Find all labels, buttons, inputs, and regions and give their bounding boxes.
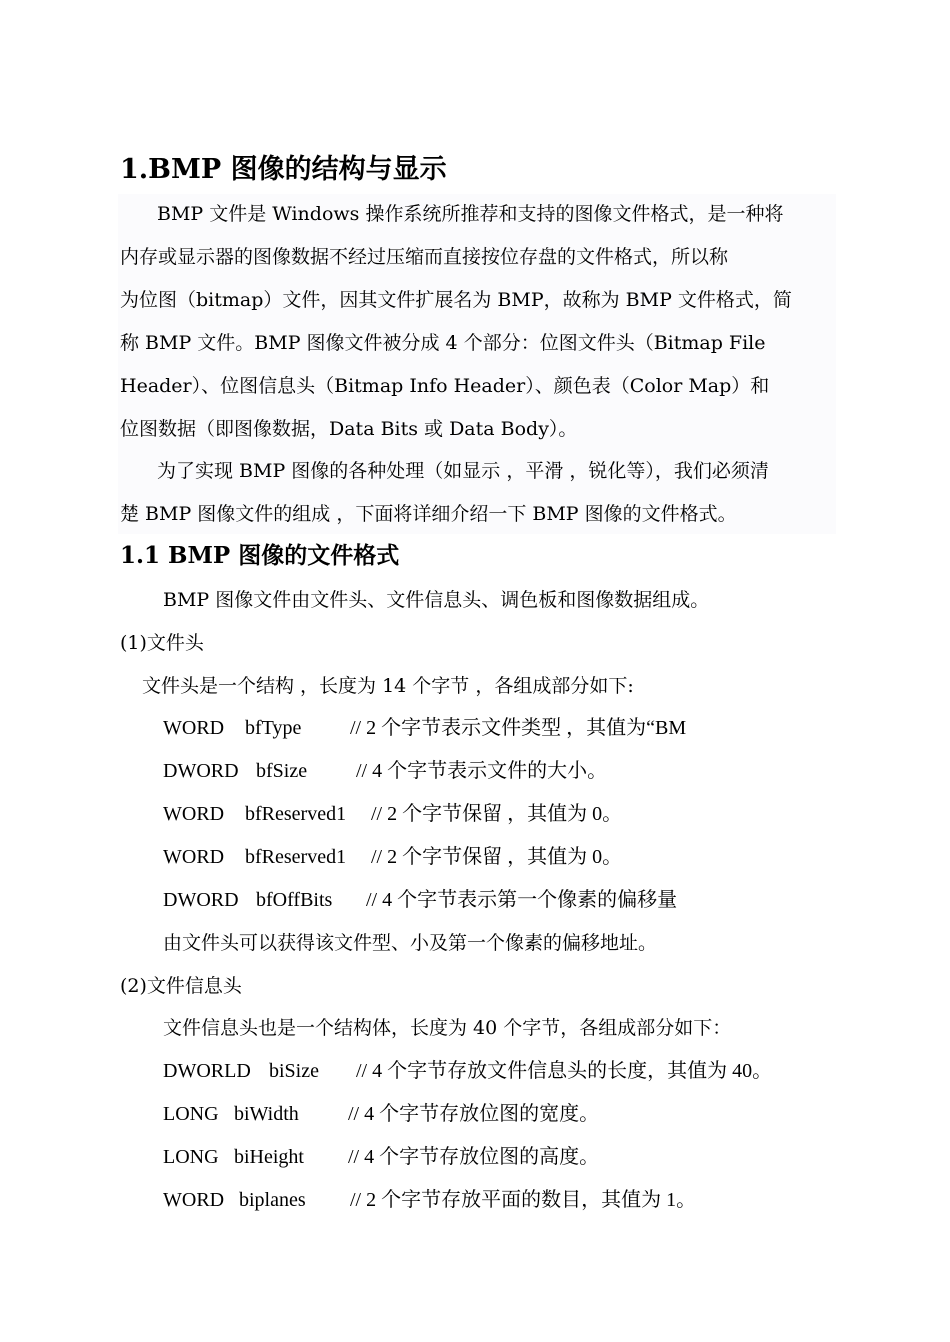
purpose-line: 为了实现 BMP 图像的各种处理（如显示 ，平滑 ，锐化等），我们必须清: [157, 460, 769, 482]
field-comment: // 4 个字节表示第一个像素的偏移量: [366, 889, 678, 911]
info-header-label: (2)文件信息头: [120, 975, 242, 997]
field-type: LONG: [163, 1103, 219, 1125]
field-name: biWidth: [234, 1103, 299, 1125]
field-name: bfReserved1: [245, 803, 347, 825]
field-comment: // 4 个字节存放位图的高度。: [348, 1146, 600, 1168]
format-summary: BMP 图像文件由文件头、文件信息头、调色板和图像数据组成。: [163, 589, 710, 611]
field-name: biSize: [269, 1060, 319, 1082]
subsection-title: 1.1 BMP 图像的文件格式: [120, 542, 400, 569]
field-name: bfReserved1: [245, 846, 347, 868]
field-type: DWORLD: [163, 1060, 251, 1082]
info-header-desc: 文件信息头也是一个结构体，长度为 40 个字节，各组成部分如下：: [163, 1017, 732, 1039]
field-comment: // 2 个字节保留 ，其值为 0。: [371, 846, 623, 868]
file-header-desc: 文件头是一个结构 ，长度为 14 个字节 ，各组成部分如下:: [142, 675, 634, 697]
field-name: bfSize: [256, 760, 308, 782]
field-type: WORD: [163, 846, 225, 868]
field-name: biHeight: [234, 1146, 304, 1168]
file-header-note: 由文件头可以获得该文件型、小及第一个像素的偏移地址。: [163, 932, 658, 954]
field-name: bfType: [245, 717, 302, 739]
field-comment: // 4 个字节表示文件的大小。: [356, 760, 608, 782]
field-comment: // 2 个字节保留 ，其值为 0。: [371, 803, 623, 825]
intro-line: 为位图（bitmap）文件，因其文件扩展名为 BMP，故称为 BMP 文件格式，简: [120, 289, 792, 311]
field-name: biplanes: [239, 1189, 306, 1211]
field-type: WORD: [163, 803, 225, 825]
field-type: DWORD: [163, 889, 239, 911]
intro-line: BMP 文件是 Windows 操作系统所推荐和支持的图像文件格式，是一种将: [157, 203, 784, 225]
field-type: LONG: [163, 1146, 219, 1168]
field-name: bfOffBits: [256, 889, 333, 911]
field-comment: // 4 个字节存放文件信息头的长度，其值为 40。: [356, 1060, 773, 1082]
field-comment: // 2 个字节表示文件类型 ，其值为“BM: [350, 717, 687, 739]
intro-line: Header）、位图信息头（Bitmap Info Header）、颜色表（Color Map）和: [120, 375, 770, 397]
field-type: WORD: [163, 1189, 225, 1211]
purpose-line: 楚 BMP 图像文件的组成 ，下面将详细介绍一下 BMP 图像的文件格式。: [120, 503, 737, 525]
field-comment: // 2 个字节存放平面的数目，其值为 1。: [350, 1189, 697, 1211]
field-comment: // 4 个字节存放位图的宽度。: [348, 1103, 600, 1125]
field-type: DWORD: [163, 760, 239, 782]
section-title: 1.BMP 图像的结构与显示: [120, 154, 447, 185]
intro-line: 内存或显示器的图像数据不经过压缩而直接按位存盘的文件格式，所以称: [120, 246, 729, 268]
file-header-label: (1)文件头: [120, 632, 204, 654]
intro-line: 称 BMP 文件。BMP 图像文件被分成 4 个部分：位图文件头（Bitmap File: [120, 332, 766, 354]
field-type: WORD: [163, 717, 225, 739]
intro-line: 位图数据（即图像数据，Data Bits 或 Data Body）。: [120, 418, 578, 440]
